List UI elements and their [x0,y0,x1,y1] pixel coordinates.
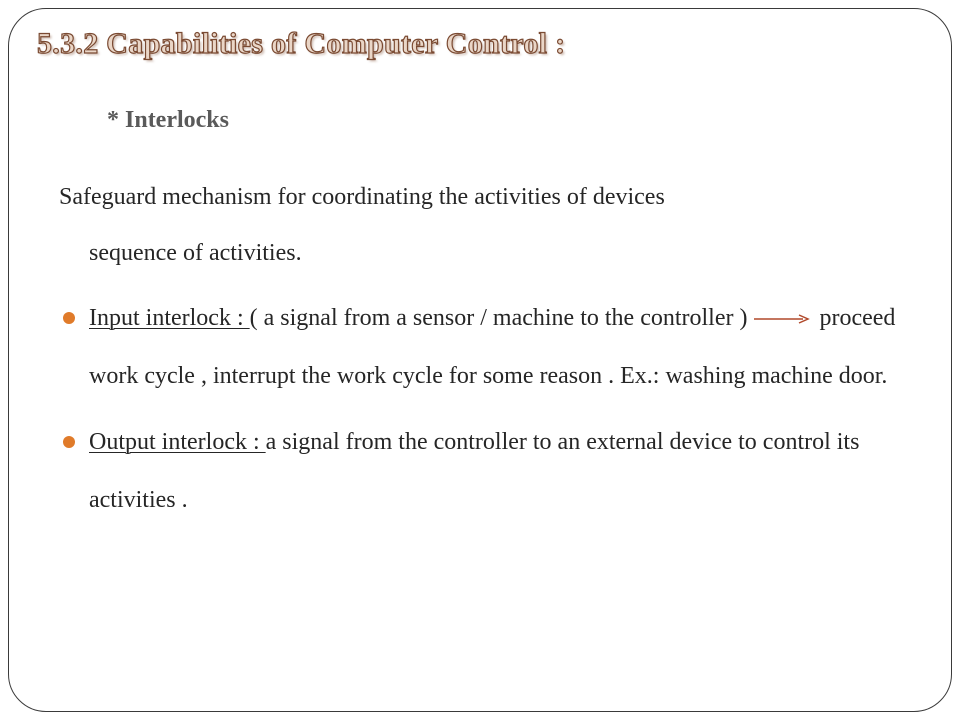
output-interlock-term: Output interlock : [89,429,266,455]
bullet-input-interlock [59,289,919,405]
slide-frame [8,8,952,712]
output-interlock-text: a signal from the controller to an external device to control its activities . [89,429,860,513]
input-interlock-text-before: ( a signal from a sensor / machine to the controller ) [249,305,748,331]
input-interlock-text-after: proceed work cycle , interrupt the work cycle for some reason . Ex.: washing machine door. [89,305,896,389]
slide-title: 5.3.2 Capabilities of Computer Control : [37,27,566,60]
bullet-list [59,289,919,529]
intro-line-1: Safeguard mechanism for coordinating the activities of devices [59,184,665,210]
subheading-interlocks: * Interlocks [107,107,229,133]
right-arrow-icon [753,312,811,326]
bullet-dot-icon [63,312,75,324]
bullet-dot-icon [63,436,75,448]
input-interlock-term: Input interlock : [89,305,250,331]
intro-line-2: sequence of activities. [89,240,302,266]
intro-paragraph [59,169,899,281]
bullet-output-interlock [59,413,919,529]
